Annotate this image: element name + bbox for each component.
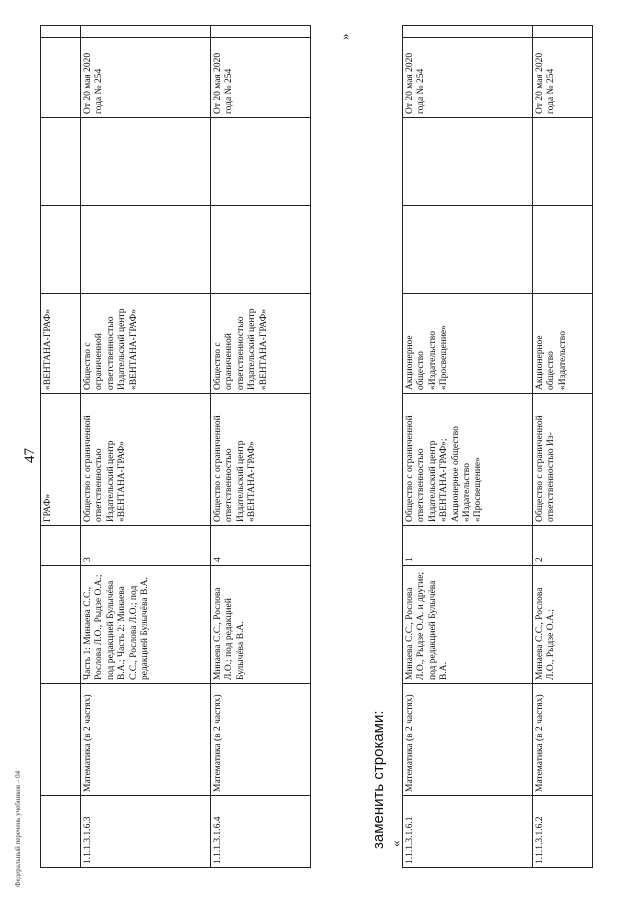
closing-quote: » <box>337 33 352 40</box>
grade-cell: 1 <box>403 526 533 566</box>
order-cell: От 20 мая 2020 года № 254 <box>403 38 533 118</box>
replace-instruction: заменить строками: <box>370 710 387 849</box>
name-cell: Математика (в 2 частях) <box>211 684 311 796</box>
opening-quote: « <box>388 840 403 847</box>
publisher-full-cell: «ВЕНТАНА-ГРАФ» <box>41 294 81 394</box>
grade-cell: 2 <box>533 526 593 566</box>
publisher-cell: Общество с ограниченной ответственностью Из- <box>533 394 593 526</box>
code-cell: 1.1.1.3.1.6.4 <box>211 796 311 868</box>
publisher-full-cell: Общество с ограниченной ответственностью Издательский центр «ВЕНТАНА-ГРАФ» <box>211 294 311 394</box>
publisher-cell: ГРАФ» <box>41 394 81 526</box>
textbook-table-bottom <box>402 25 593 868</box>
order-cell: От 20 мая 2020 года № 254 <box>533 38 593 118</box>
code-cell: 1.1.1.3.1.6.1 <box>403 796 533 868</box>
table-row <box>533 26 593 868</box>
table-row <box>81 26 211 868</box>
publisher-cell: Общество с ограниченной ответственностью Издательский центр «ВЕНТАНА-ГРАФ» <box>81 394 211 526</box>
publisher-full-cell: Акционерное общество «Издательство «Просвещение» <box>403 294 533 394</box>
name-cell: Математика (в 2 частях) <box>403 684 533 796</box>
grade-cell: 3 <box>81 526 211 566</box>
textbook-table-top <box>40 25 311 868</box>
publisher-full-cell: Общество с ограниченной ответственностью Издательский центр «ВЕНТАНА-ГРАФ» <box>81 294 211 394</box>
authors-cell: Минаева С.С., Рослова Л.О.; под редакцией Булычёва В.А. <box>211 566 311 684</box>
grade-cell: 4 <box>211 526 311 566</box>
authors-cell: Минаева С.С., Рослова Л.О., Рыдзе О.А.; <box>533 566 593 684</box>
code-cell: 1.1.1.3.1.6.2 <box>533 796 593 868</box>
publisher-cell: Общество с ограниченной ответственностью Издательский центр «ВЕНТАНА-ГРАФ»; Акционерное общество «Издательство «Просвещение» <box>403 394 533 526</box>
name-cell: Математика (в 2 частях) <box>533 684 593 796</box>
table-row <box>211 26 311 868</box>
publisher-full-cell: Акционерное общество «Издательство <box>533 294 593 394</box>
footer-text: Федеральный перечень учебников – 04 <box>14 770 22 887</box>
authors-cell: Часть 1: Минаева С.С., Рослова Л.О., Рыдзе О.А.; под редакцией Булычёва В.А.; Часть 2: Минаева С.С., Рослова Л.О.; под редакцией Булычёва В.А. <box>81 566 211 684</box>
publisher-cell: Общество с ограниченной ответственностью Издательский центр «ВЕНТАНА-ГРАФ» <box>211 394 311 526</box>
authors-cell: Минаева С.С., Рослова Л.О., Рыдзе О.А. и другие; под редакцией Булычёва В.А. <box>403 566 533 684</box>
code-cell: 1.1.1.3.1.6.3 <box>81 796 211 868</box>
order-cell: От 20 мая 2020 года № 254 <box>81 38 211 118</box>
order-cell: От 20 мая 2020 года № 254 <box>211 38 311 118</box>
page-number: 47 <box>22 448 38 463</box>
table-row <box>41 26 81 868</box>
table-row <box>403 26 533 868</box>
name-cell: Математика (в 2 частях) <box>81 684 211 796</box>
